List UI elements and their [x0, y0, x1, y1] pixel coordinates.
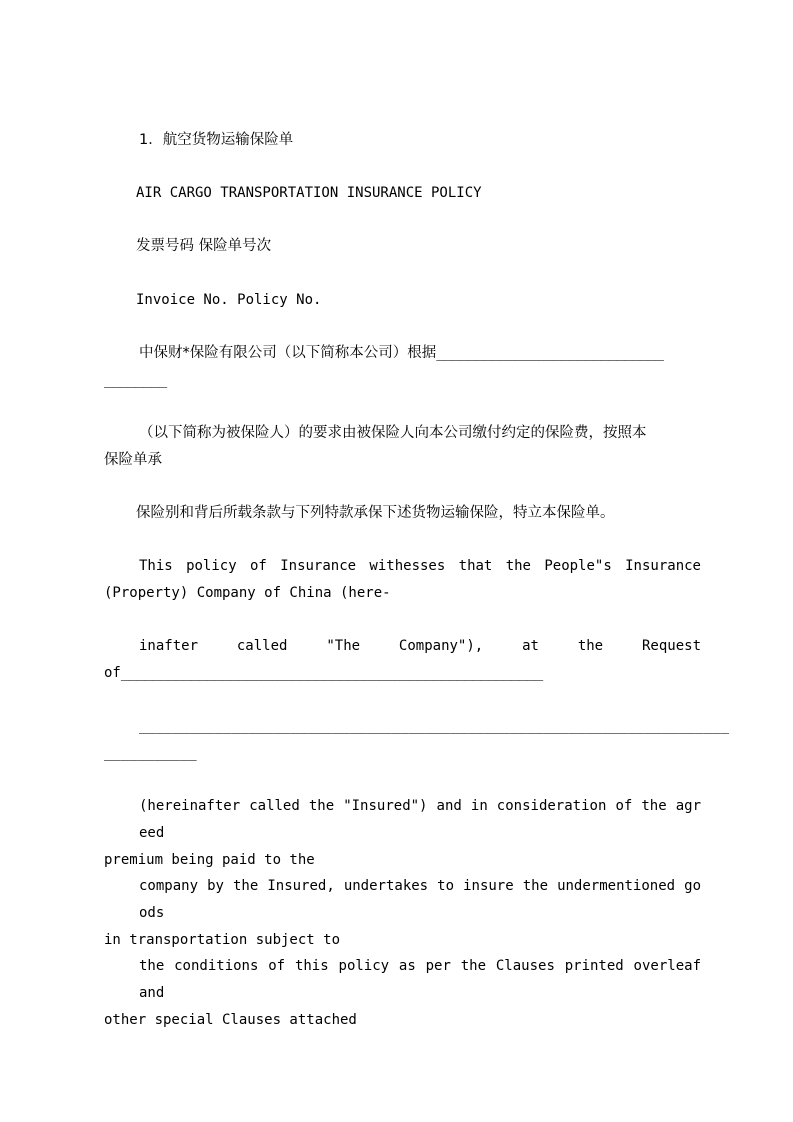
paragraph-company-undertakes-en — [104, 873, 701, 954]
policy-issued-text: 保险别和背后所载条款与下列特款承保下述货物运输保险，特立本保险单。 — [136, 505, 615, 521]
invoice-policy-en-text: Invoice No. Policy No. — [136, 292, 322, 308]
fill-in-blank: _____________________________ — [436, 345, 664, 361]
request-of-line1: inafter called "The Company"), at the Request — [139, 638, 701, 654]
paragraph-conditions-en — [104, 953, 701, 1034]
paragraph-insured-premium-en — [104, 793, 701, 874]
company-undertakes-line1: company by the Insured, undertakes to insure the undermentioned goods — [139, 878, 701, 921]
paragraph-request-of-en — [104, 633, 701, 687]
insured-request-line1: （以下简称为被保险人）的要求由被保险人向本公司缴付约定的保险费，按照本 — [139, 425, 647, 441]
fill-in-blank: ________ — [104, 372, 167, 388]
paragraph-blank-line — [104, 713, 730, 767]
fill-in-blank: ______________________________________________________ — [120, 665, 543, 681]
insured-request-line2: 保险单承 — [104, 452, 162, 468]
invoice-policy-label-en — [104, 287, 701, 314]
company-undertakes-line2: in transportation subject to — [104, 932, 341, 948]
request-of-prefix: of — [104, 665, 121, 681]
paragraph-policy-witnesses-en — [104, 553, 701, 607]
fill-in-blank: ___________ — [104, 745, 197, 761]
invoice-policy-label-cn — [104, 233, 701, 260]
fill-in-blank: ______________________________________________________________________ — [139, 718, 730, 734]
heading-cn-text: 1．航空货物运输保险单 — [139, 132, 294, 148]
witnesses-line1: This policy of Insurance withesses that the People"s Insurance — [139, 558, 701, 574]
paragraph-policy-issued-cn — [104, 500, 701, 527]
witnesses-line2: (Property) Company of China (here- — [104, 585, 391, 601]
insured-premium-line1: (hereinafter called the "Insured") and in consideration of the agreed — [139, 798, 701, 841]
document-heading-en — [104, 180, 701, 207]
document-heading-cn — [104, 127, 701, 154]
conditions-line1: the conditions of this policy as per the Clauses printed overleaf and — [139, 958, 701, 1001]
insured-premium-line2: premium being paid to the — [104, 852, 315, 868]
heading-en-text: AIR CARGO TRANSPORTATION INSURANCE POLICY — [136, 185, 482, 201]
conditions-line2: other special Clauses attached — [104, 1012, 357, 1028]
invoice-policy-cn-text: 发票号码 保险单号次 — [136, 238, 272, 254]
company-basis-text: 中保财*保险有限公司（以下简称本公司）根据 — [139, 345, 437, 361]
paragraph-insured-request-cn — [104, 420, 701, 474]
paragraph-company-basis-cn — [104, 340, 701, 394]
